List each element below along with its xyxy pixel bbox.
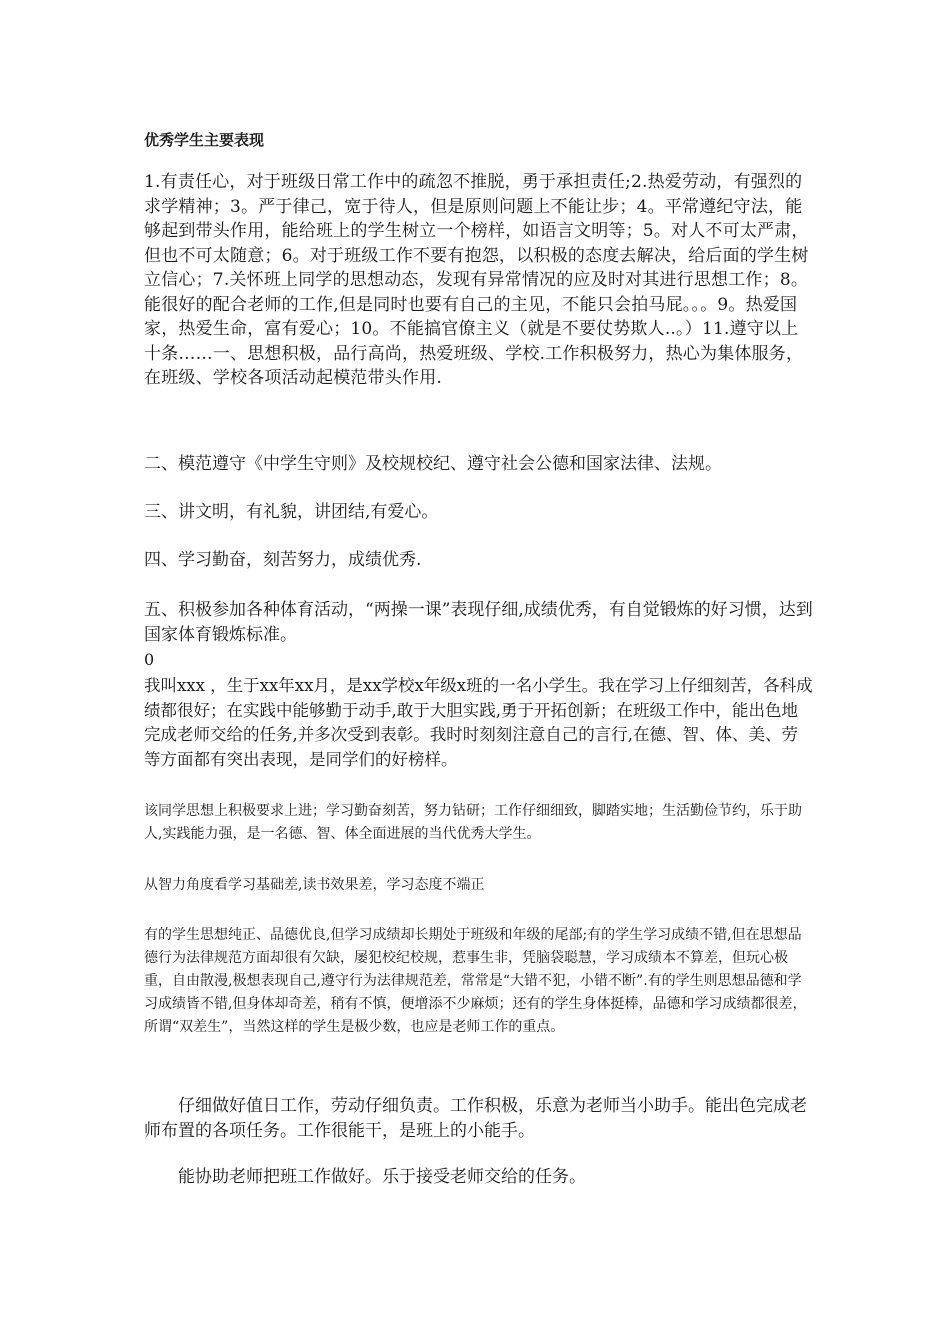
paragraph-item-3: 三、讲文明，有礼貌，讲团结,有爱心。 <box>144 502 439 522</box>
paragraph-evaluation: 该同学思想上积极要求上进；学习勤奋刻苦，努力钻研；工作仔细细致，脚踏实地；生活勤俭节约，乐于助人,实践能力强，是一名德、智、体全面进展的当代优秀大学生。 <box>144 803 802 842</box>
paragraph-self-intro: 我叫xxx ，生于xx年xx月，是xx学校x年级x班的一名小学生。我在学习上仔细刻苦，各科成绩都很好；在实践中能够勤于动手,敢于大胆实践,勇于开拓创新；在班级工作中，能出色地完成老师交给的任务,并多次受到表彰。我时时刻刻注意自己的言行,在德、智、体、美、劳等方面都有突出表现，是同学们的好榜样。 <box>144 676 813 769</box>
paragraph-student-types: 有的学生思想纯正、品德优良,但学习成绩却长期处于班级和年级的尾部;有的学生学习成绩不错,但在思想品德行为法律规范方面却很有欠缺，屡犯校纪校规，惹事生非，凭脑袋聪慧，学习成绩本不算差，但玩心极重，自由散漫,极想表现自己,遵守行为法律规范差，常常是“大错不犯，小错不断”.有的学生则思想品德和学习成绩皆不错,但身体却奇差，稍有不慎，便增添不少麻烦；还有的学生身体挺棒，品德和学习成绩都很差，所谓“双差生”，当然这样的学生是极少数，也应是老师工作的重点。 <box>144 927 807 1035</box>
paragraph-qualities-list: 1.有责任心，对于班级日常工作中的疏忽不推脱，勇于承担责任;2.热爱劳动，有强烈的求学精神；3。严于律己，宽于待人，但是原则问题上不能让步；4。平常遵纪守法，能够起到带头作用，能给班上的学生树立一个榜样，如语言文明等；5。对人不可太严肃，但也不可太随意；6。对于班级工作不要有抱怨，以积极的态度去解决，给后面的学生树立信心；7.关怀班上同学的思想动态，发现有异常情况的应及时对其进行思想工作；8。能很好的配合老师的工作,但是同时也要有自己的主见，不能只会拍马屁。。。9。热爱国家，热爱生命，富有爱心；10。不能搞官僚主义（就是不要仗势欺人..。）11.遵守以上十条……一、思想积极，品行高尚，热爱班级、学校.工作积极努力，热心为集体服务，在班级、学校各项活动起模范带头作用. <box>144 172 809 388</box>
document-title: 优秀学生主要表现 <box>144 131 265 149</box>
paragraph-item-4: 四、学习勤奋，刻苦努力，成绩优秀. <box>144 550 422 570</box>
paragraph-item-2: 二、模范遵守《中学生守则》及校规校纪、遵守社会公德和国家法律、法规。 <box>144 454 722 474</box>
paragraph-assist-teacher: 能协助老师把班工作做好。乐于接受老师交给的任务。 <box>178 1167 586 1187</box>
paragraph-duty-work: 仔细做好值日工作，劳动仔细负责。工作积极，乐意为老师当小助手。能出色完成老师布置的各项任务。工作很能干，是班上的小能手。 <box>144 1096 807 1141</box>
paragraph-item-5: 五、积极参加各种体育活动，“两操一课”表现仔细,成绩优秀，有自觉锻炼的好习惯，达到国家体育锻炼标准。 <box>144 600 813 645</box>
paragraph-intellect-note: 从智力角度看学习基础差,读书效果差，学习态度不端正 <box>144 877 485 893</box>
stray-number: 0 <box>144 650 155 669</box>
